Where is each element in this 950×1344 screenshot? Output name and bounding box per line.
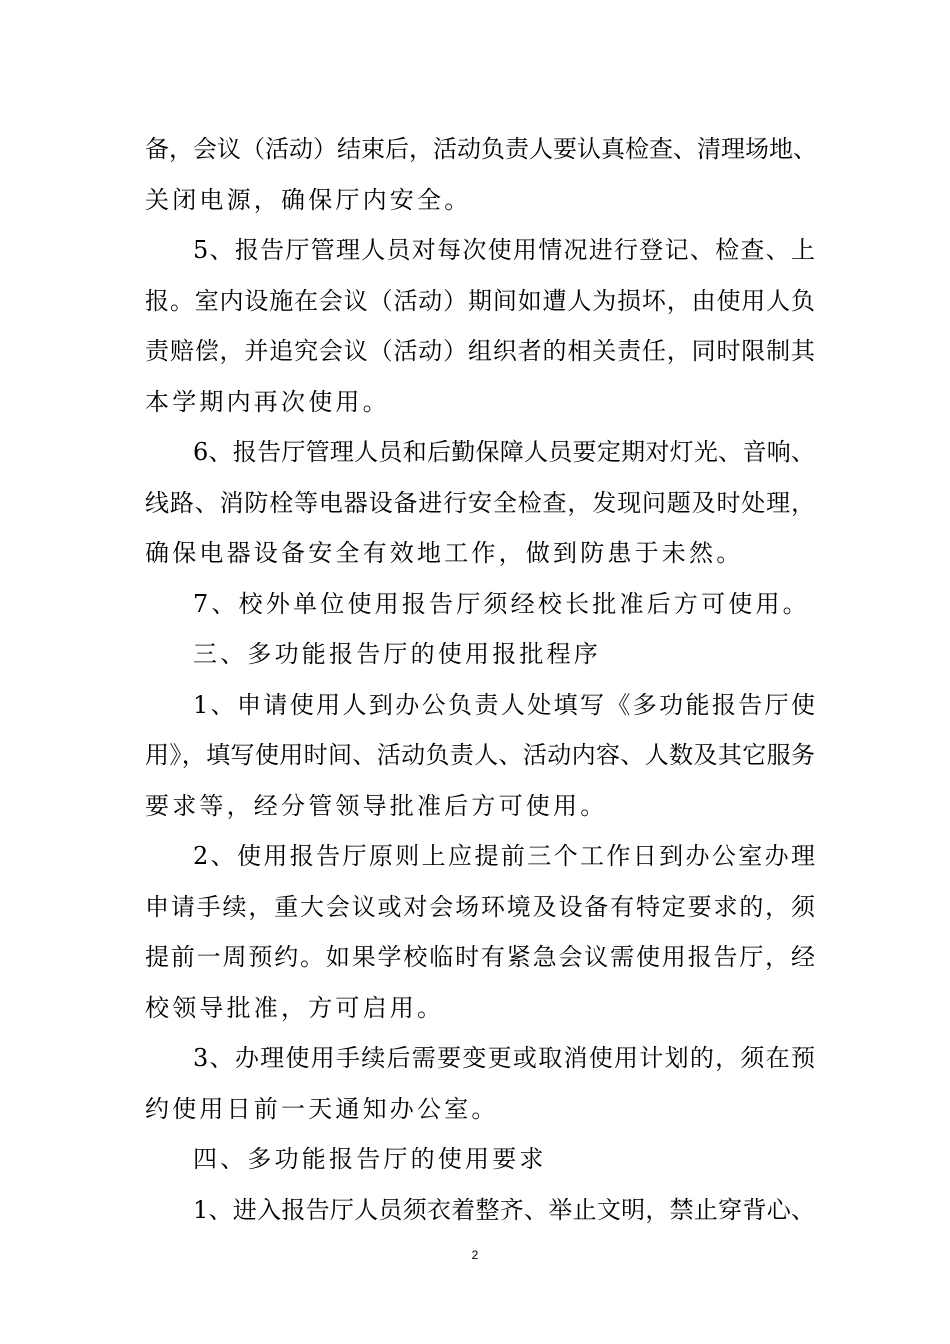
page-number: 2 [471,1248,479,1262]
text-line: 责赔偿，并追究会议（活动）组织者的相关责任，同时限制其 [145,337,815,365]
text-line: 申请手续，重大会议或对会场环境及设备有特定要求的，须 [145,892,815,921]
paragraph-7-line: 7、校外单位使用报告厅须经校长批准后方可使用。 [193,589,810,618]
text-line: 备，会议（活动）结束后，活动负责人要认真检查、清理场地、 [145,135,817,163]
text-line: 本学期内再次使用。 [145,387,390,416]
text-line: 要求等，经分管领导批准后方可使用。 [145,791,608,820]
text-line: 校领导批准，方可启用。 [145,993,445,1022]
document-body [145,124,815,1235]
paragraph-1-line: 1、申请使用人到办公负责人处填写《多功能报告厅使 [193,690,815,719]
text-line: 关闭电源，确保厅内安全。 [145,185,472,214]
text-line: 线路、消防栓等电器设备进行安全检查，发现问题及时处理， [145,488,815,517]
text-line: 约使用日前一天通知办公室。 [145,1094,499,1123]
text-line: 报。室内设施在会议（活动）期间如遭人为损坏，由使用人负 [145,286,815,315]
paragraph-1-line: 1、进入报告厅人员须衣着整齐、举止文明，禁止穿背心、 [193,1195,815,1224]
text-line: 确保电器设备安全有效地工作，做到防患于未然。 [145,539,744,567]
paragraph-3-line: 3、办理使用手续后需要变更或取消使用计划的，须在预 [193,1044,815,1072]
paragraph-5-line: 5、报告厅管理人员对每次使用情况进行登记、检查、上 [193,236,815,264]
paragraph-6-line: 6、报告厅管理人员和后勤保障人员要定期对灯光、音响、 [193,438,815,466]
text-line: 提前一周预约。如果学校临时有紧急会议需使用报告厅，经 [145,943,815,971]
text-line: 用》，填写使用时间、活动负责人、活动内容、人数及其它服务 [145,741,815,769]
section-heading-3: 三、多功能报告厅的使用报批程序 [193,640,601,668]
paragraph-2-line: 2、使用报告厅原则上应提前三个工作日到办公室办理 [193,842,815,870]
section-heading-4: 四、多功能报告厅的使用要求 [193,1145,547,1173]
